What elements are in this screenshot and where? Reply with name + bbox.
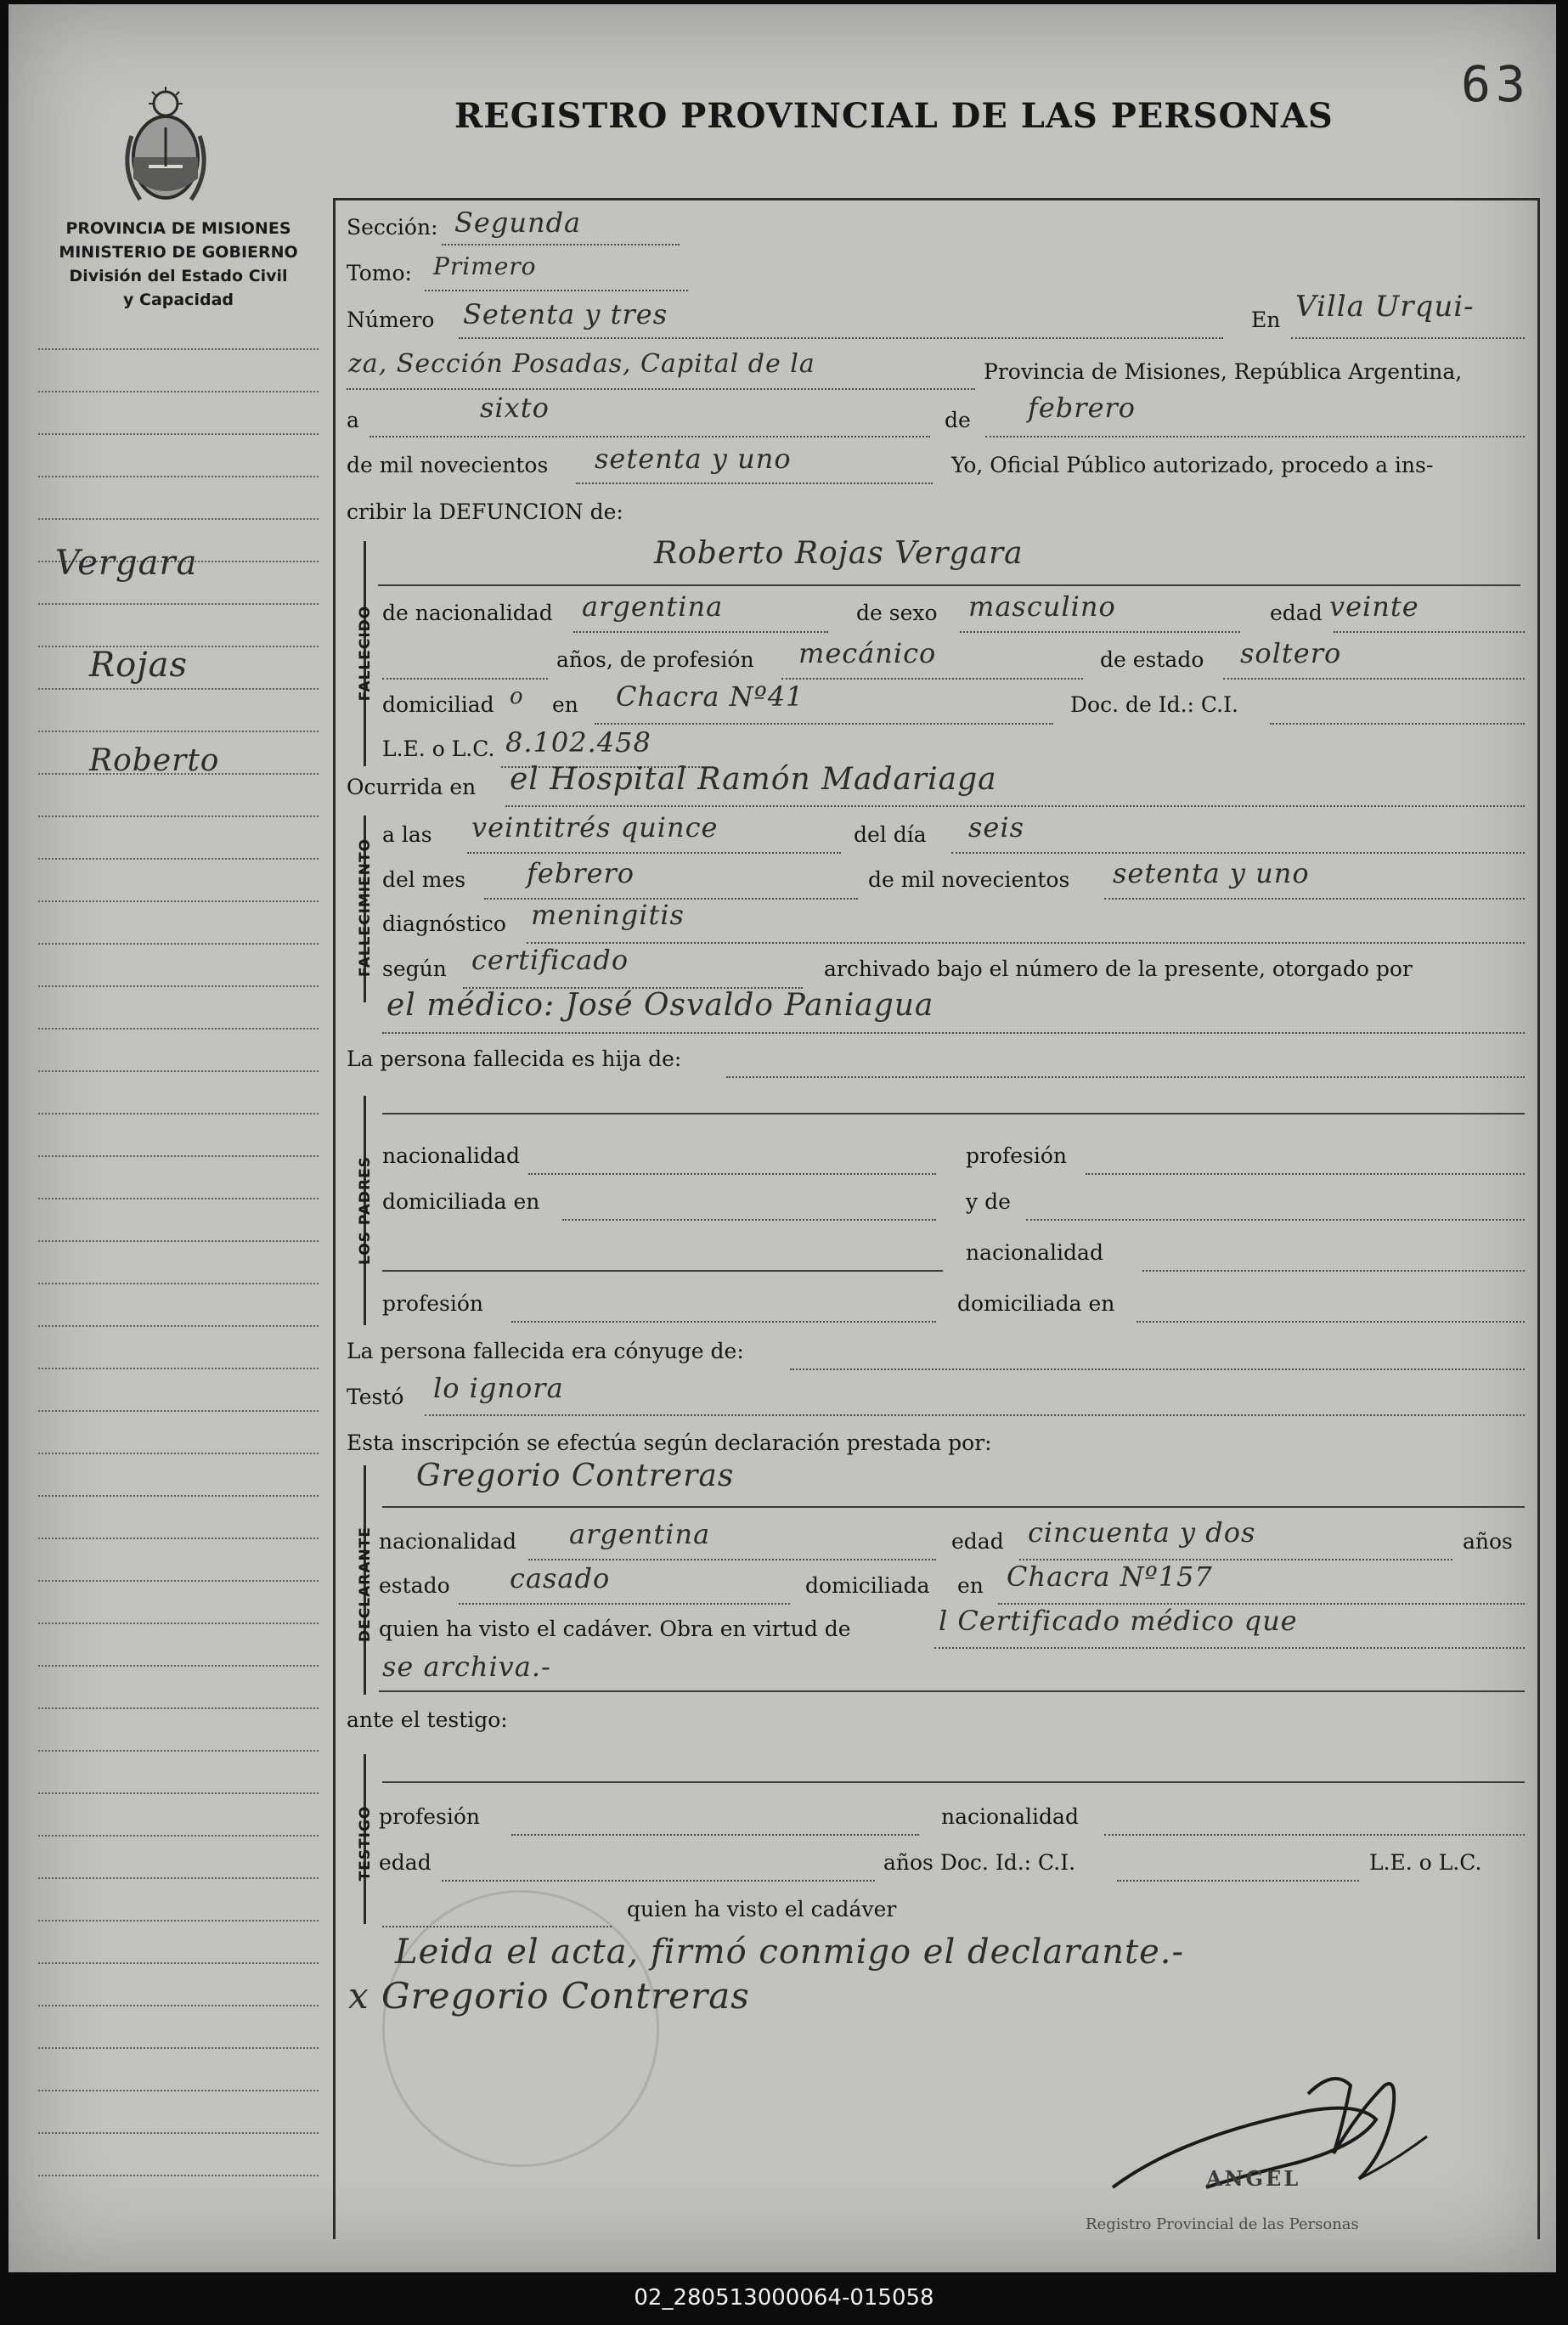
value-declarante: Gregorio Contreras (416, 1459, 735, 1493)
section-label-declarante: DECLARANTE (357, 1526, 374, 1642)
faint-seal (382, 1890, 659, 2167)
value-declarante-obra: l Certificado médico que (939, 1605, 1298, 1637)
value-edad: veinte (1329, 590, 1419, 623)
label-anos-profesion: años, de profesión (556, 647, 754, 672)
label-madre-domiciliada: domiciliada en (957, 1291, 1115, 1316)
label-a-las: a las (382, 822, 432, 847)
label-a: a (347, 408, 359, 432)
label-y-de: y de (966, 1189, 1011, 1214)
label-ante-testigo: ante el testigo: (347, 1707, 508, 1732)
label-le-lc: L.E. o L.C. (382, 736, 495, 761)
page-number: 63 (1461, 55, 1531, 113)
margin-surname-2: Rojas (89, 646, 188, 685)
value-medico: el médico: José Osvaldo Paniagua (386, 988, 934, 1023)
value-mes: febrero (1028, 392, 1137, 424)
margin-surname-1: Vergara (55, 544, 198, 583)
label-testigo-nacionalidad: nacionalidad (941, 1804, 1079, 1829)
label-testigo-edad: edad (379, 1850, 431, 1875)
official-stamp-line: Registro Provincial de las Personas (1086, 2215, 1359, 2233)
label-de: de (945, 408, 971, 432)
label-seccion: Sección: (347, 215, 438, 240)
value-anio: setenta y uno (595, 443, 792, 475)
label-segun: según (382, 957, 447, 981)
label-testigo-anos-doc: años Doc. Id.: C.I. (883, 1850, 1076, 1875)
label-provincia: Provincia de Misiones, República Argentina, (984, 359, 1463, 384)
label-hija-de: La persona fallecida es hija de: (347, 1047, 682, 1071)
value-testo: lo ignora (433, 1372, 564, 1404)
label-de-mil: de mil novecientos (347, 453, 549, 477)
value-declarante-nacionalidad: argentina (569, 1518, 711, 1550)
label-declarante-en: en (957, 1573, 984, 1598)
label-estado: de estado (1100, 647, 1204, 672)
section-label-padres: LOS PADRES (357, 1156, 374, 1265)
label-del-mes: del mes (382, 867, 466, 892)
value-nombre-fallecido: Roberto Rojas Vergara (654, 536, 1024, 571)
value-dia: sixto (480, 392, 550, 424)
value-domicilio: Chacra Nº41 (616, 680, 804, 713)
declarant-signature: x Gregorio Contreras (348, 1975, 750, 2017)
document-sheet (8, 4, 1556, 2272)
label-madre-nacionalidad: nacionalidad (966, 1240, 1103, 1265)
value-segun: certificado (471, 944, 629, 976)
issuer-capacity: y Capacidad (123, 291, 234, 309)
label-declarante-quien: quien ha visto el cadáver. Obra en virtud de (379, 1617, 851, 1641)
value-nacionalidad: argentina (582, 590, 724, 623)
label-declarante-domiciliada: domiciliada (805, 1573, 930, 1598)
issuer-block (25, 217, 331, 312)
value-lugar-cont: za, Sección Posadas, Capital de la (348, 349, 815, 379)
issuer-ministry: MINISTERIO DE GOBIERNO (59, 243, 298, 262)
label-declarante-anos: años (1463, 1529, 1513, 1554)
label-sexo: de sexo (856, 601, 938, 625)
value-domiciliad-suffix: o (510, 684, 524, 709)
value-anio-fall: setenta y uno (1113, 857, 1310, 889)
section-label-fallecido: FALLECIDO (357, 605, 374, 702)
value-hora: veintitrés quince (471, 811, 719, 844)
value-dia-fall: seis (968, 811, 1025, 844)
value-declarante-obra-2: se archiva.- (382, 1651, 551, 1683)
label-doc-id: Doc. de Id.: C.I. (1070, 692, 1238, 717)
label-yo-oficial: Yo, Oficial Público autorizado, procedo a ins- (951, 453, 1434, 477)
issuer-division: División del Estado Civil (69, 267, 288, 285)
coat-of-arms-emblem (115, 85, 217, 212)
label-declarante-estado: estado (379, 1573, 450, 1598)
margin-given-name: Roberto (89, 743, 220, 778)
value-declarante-domicilio: Chacra Nº157 (1007, 1560, 1213, 1593)
label-domicilio-en: en (552, 692, 578, 717)
label-declarante-nacionalidad: nacionalidad (379, 1529, 516, 1554)
label-testigo-le-lc: L.E. o L.C. (1369, 1850, 1482, 1875)
value-declarante-edad: cincuenta y dos (1028, 1516, 1256, 1549)
value-profesion: mecánico (798, 637, 937, 669)
label-testo: Testó (347, 1385, 404, 1409)
official-stamp-name: ANGEL (1206, 2166, 1301, 2191)
section-label-testigo: TESTIGO (357, 1805, 374, 1882)
value-declarante-estado: casado (510, 1562, 611, 1594)
label-inscripcion: Esta inscripción se efectúa según declaración prestada por: (347, 1431, 992, 1455)
section-label-fallecimiento: FALLECIMIENTO (357, 838, 374, 977)
left-margin-column (8, 340, 331, 2226)
value-le-lc: 8.102.458 (505, 726, 651, 759)
label-padre-nacionalidad: nacionalidad (382, 1143, 520, 1168)
value-sexo: masculino (968, 590, 1116, 623)
label-diagnostico: diagnóstico (382, 911, 506, 936)
page-title: REGISTRO PROVINCIAL DE LAS PERSONAS (454, 96, 1334, 136)
label-archivado: archivado bajo el número de la presente, otorgado por (824, 957, 1413, 981)
value-diagnostico: meningitis (531, 899, 685, 931)
label-tomo: Tomo: (347, 261, 412, 285)
label-en: En (1251, 308, 1281, 332)
issuer-province: PROVINCIA DE MISIONES (65, 219, 291, 238)
label-padre-profesion: profesión (966, 1143, 1068, 1168)
value-mes-fall: febrero (527, 857, 635, 889)
label-inscribir: cribir la DEFUNCION de: (347, 499, 623, 524)
label-declarante-edad: edad (951, 1529, 1004, 1554)
label-testigo-quien: quien ha visto el cadáver (627, 1897, 897, 1922)
label-domiciliad: domiciliad (382, 692, 494, 717)
label-madre-profesion: profesión (382, 1291, 484, 1316)
closing-statement: Leida el acta, firmó conmigo el declarante.- (395, 1933, 1184, 1972)
label-del-dia: del día (854, 822, 927, 847)
label-padre-domiciliada: domiciliada en (382, 1189, 540, 1214)
label-numero: Número (347, 308, 435, 332)
file-caption: 02_280513000064-015058 (0, 2272, 1568, 2325)
label-testigo-profesion: profesión (379, 1804, 481, 1829)
value-numero: Setenta y tres (463, 298, 668, 330)
value-tomo: Primero (433, 252, 537, 280)
value-seccion: Segunda (454, 206, 582, 239)
label-nacionalidad: de nacionalidad (382, 601, 553, 625)
value-lugar: Villa Urqui- (1295, 290, 1475, 324)
value-estado: soltero (1240, 637, 1342, 669)
label-conyuge: La persona fallecida era cónyuge de: (347, 1339, 744, 1363)
label-de-mil-2: de mil novecientos (868, 867, 1070, 892)
label-ocurrida: Ocurrida en (347, 775, 477, 799)
value-ocurrida: el Hospital Ramón Madariaga (510, 762, 997, 797)
label-edad: edad (1270, 601, 1323, 625)
